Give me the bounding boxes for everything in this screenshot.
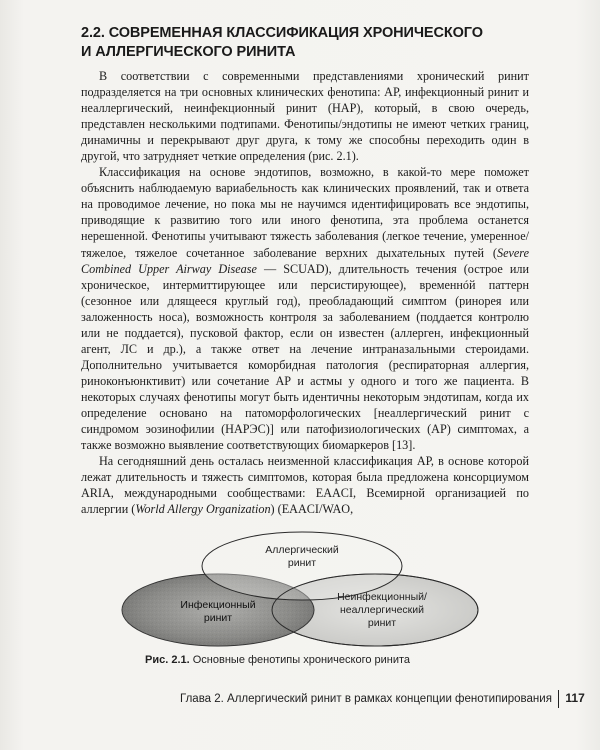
- paragraph-2-italic: Severe Combined Upper Airway Disease: [81, 245, 529, 276]
- paragraph-3-italic: World Allergy Organization: [135, 502, 271, 517]
- page-number: 117: [565, 691, 585, 706]
- infectious-label-line-1: Инфекционный: [180, 599, 256, 611]
- section-heading-line-1: 2.2. СОВРЕМЕННАЯ КЛАССИФИКАЦИЯ ХРОНИЧЕСКОГО: [81, 25, 483, 41]
- paragraph-1: В соответствии с современными представлениями хронический ринит подразделяется на три основных клинических фенотипа: АР, инфекционный ринит и неаллергический, неинфекционный ринит (НАР), который, в свою очередь, представлен несколькими подтипами. Фенотипы/эндотипы не имеют четких границ, динамичны и перекрывают друг друга, к тому же способны переходить один в другой, что затрудняет четкие определения (рис. 2.1).: [81, 69, 529, 164]
- paragraph-3: [81, 453, 529, 517]
- venn-diagram-svg: [120, 530, 480, 655]
- paragraph-2-part-b: — SCUAD), длительность течения (острое или хроническое, интермиттирующее или персистирующее), временнóй паттерн (сезонное или длящееся круглый год), преобладающий симптом (ринорея или заложенность носа), возможность контроля за заболеванием (поддается контролю или не поддается), пусковой фактор, если он известен (аллерген, инфекционный агент, ЛС и др.), а также ответ на лечение интраназальными стероидами. Дополнительно учитывается коморбидная патология (респираторная аллергия, риноконъюнктивит) или сочетание АР и астмы у одного и того же пациента. В некоторых случаях фенотипы могут быть идентичны некоторым эндотипам, когда их определение основано на патоморфологических [неаллергический ринит с синдромом эозинофилии (НАРЭС)] или патофизиологических (АР) симптомах, а также возможно выявление соответствующих биомаркеров [13].: [81, 261, 529, 453]
- allergic-label-line-2: ринит: [287, 557, 317, 569]
- running-footer-chapter: Глава 2. Аллергический ринит в рамках концепции фенотипирования: [180, 693, 552, 706]
- section-heading-line-2: И АЛЛЕРГИЧЕСКОГО РИНИТА: [81, 44, 296, 60]
- paragraph-3-part-a: На сегодняшний день осталась неизменной классификация АР, в основе которой лежат длительность и тяжесть симптомов, которая была предложена консорциумом ARIA, международными сообществами: EAACI, Всемирной организацией по аллергии (: [81, 454, 529, 517]
- nonallergic-label-line-1: Неинфекционный/: [337, 591, 427, 603]
- paragraph-2-part-a: Классификация на основе эндотипов, возможно, в какой-то мере поможет объяснить наблюдаемую вариабельность как клинических проявлений, так и ответа на проводимое лечение, но пока мы не научимся идентифицировать все эндотипы, приводящие к развитию того или иного фенотипа, эта проблема останется нерешенной. Фенотипы учитывают тяжесть заболевания (легкое течение, умеренное/тяжелое, тяжелое сочетанное заболевание верхних дыхательных путей (: [81, 165, 529, 260]
- footer-divider: [558, 690, 560, 708]
- infectious-label-line-2: ринит: [203, 612, 233, 624]
- body-text: [81, 68, 529, 517]
- figure-caption-text: Основные фенотипы хронического ринита: [189, 654, 411, 666]
- paragraph-3-part-b: ) (EAACI/WAO,: [270, 502, 354, 517]
- nonallergic-label-line-3: ринит: [367, 617, 397, 629]
- nonallergic-label-line-2: неаллергический: [340, 604, 424, 616]
- section-heading: [81, 24, 531, 62]
- figure-caption-label: Рис. 2.1.: [145, 654, 190, 666]
- allergic-label-line-1: Аллергический: [265, 544, 339, 556]
- venn-diagram: [120, 530, 480, 655]
- page-footer: [180, 690, 585, 708]
- paragraph-2: [81, 164, 529, 453]
- figure-caption: [145, 654, 465, 666]
